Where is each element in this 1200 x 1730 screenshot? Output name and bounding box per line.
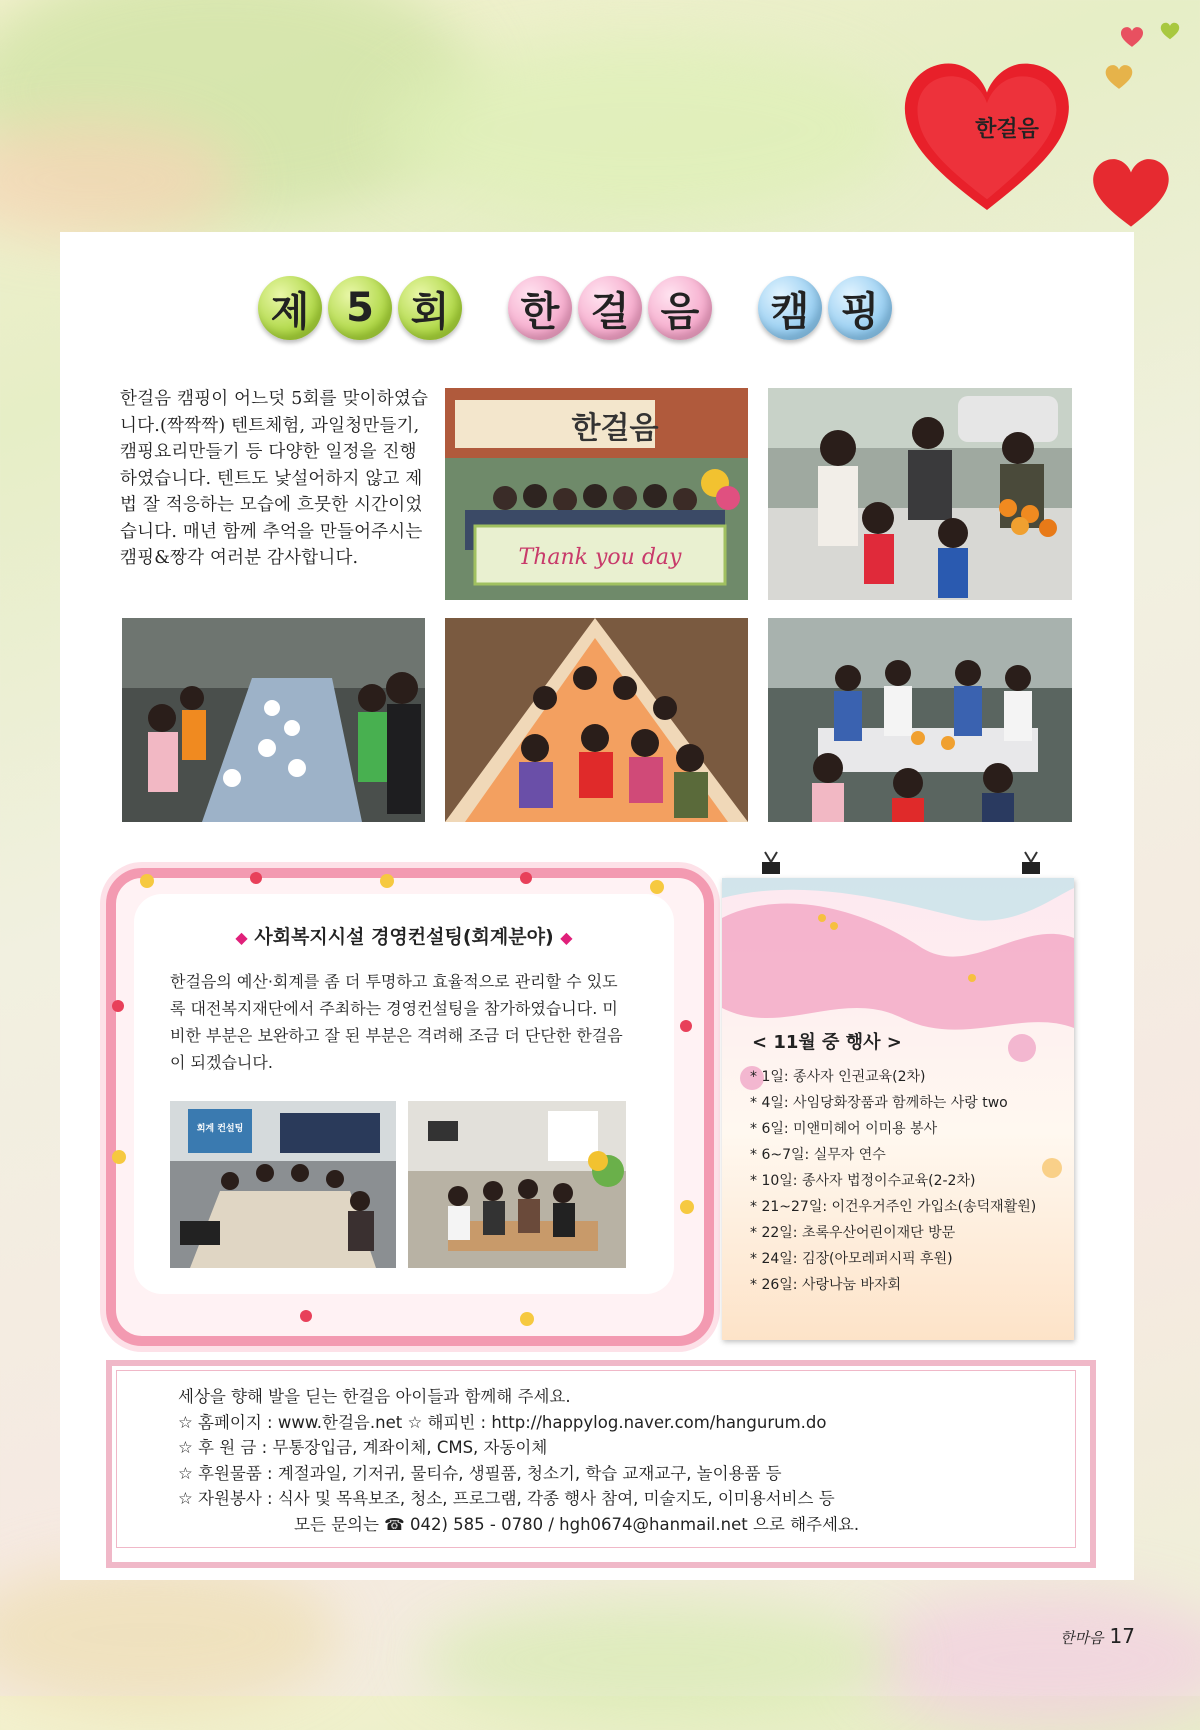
flower-icon	[250, 872, 262, 884]
page-number	[1060, 1624, 1135, 1648]
title-char: 걸	[578, 276, 642, 340]
page-label: 한마음	[1060, 1629, 1104, 1647]
event-item: * 6~7일: 실무자 연수	[750, 1142, 1036, 1168]
flower-icon	[680, 1200, 694, 1214]
banner-text: Thank you day	[518, 545, 682, 570]
event-item: * 22일: 초록우산어린이재단 방문	[750, 1220, 1036, 1246]
events-title: < 11월 중 행사 >	[752, 1032, 902, 1053]
page-title	[258, 276, 892, 340]
flower-icon	[520, 872, 532, 884]
photo-consulting-room	[170, 1101, 396, 1268]
bg-wash	[380, 40, 900, 220]
photo-meal-table	[122, 618, 425, 822]
event-item: * 6일: 미앤미헤어 이미용 봉사	[750, 1116, 1036, 1142]
diamond-icon: ◆	[235, 928, 248, 947]
flower-icon	[680, 1020, 692, 1032]
flower-icon	[650, 880, 664, 894]
title-char: 캠	[758, 276, 822, 340]
diamond-icon: ◆	[560, 928, 573, 947]
bg-wash	[860, 1590, 1200, 1730]
consulting-title	[134, 922, 674, 949]
event-item: * 24일: 김장(아모레퍼시픽 후원)	[750, 1246, 1036, 1272]
info-line: 모든 문의는 ☎ 042) 585 - 0780 / hgh0674@hanmail.net 으로 해주세요.	[294, 1514, 860, 1534]
tiny-heart-icon	[1120, 26, 1144, 48]
photo-group-banner	[445, 388, 748, 600]
photo-tent-kids	[445, 618, 748, 822]
small-heart-icon	[1090, 156, 1172, 230]
header-badge: 한걸음	[975, 117, 1039, 142]
flower-icon	[112, 1150, 126, 1164]
event-item: * 1일: 종사자 인권교육(2차)	[750, 1064, 1036, 1090]
flower-icon	[300, 1310, 312, 1322]
flower-icon	[140, 874, 154, 888]
sign-text: 한걸음	[571, 411, 659, 446]
consulting-title-text: 사회복지시설 경영컨설팅(회계분야)	[254, 926, 554, 948]
page-number-value: 17	[1109, 1624, 1135, 1648]
event-item: * 21~27일: 이건우거주인 가입소(송덕재활원)	[750, 1194, 1036, 1220]
title-char: 회	[398, 276, 462, 340]
intro-paragraph: 한걸음 캠핑이 어느덧 5회를 맞이하였습니다.(짝짝짝) 텐트체험, 과일청만들기, 캠핑요리만들기 등 다양한 일정을 진행하였습니다. 텐트도 낯설어하지 않고 제법 잘 적응하는 모습에 흐뭇한 시간이었습니다. 매년 함께 추억을 만들어주시는 캠핑&짱각 여러분 감사합니다.	[120, 389, 429, 568]
photo-fruit-activity	[768, 388, 1072, 600]
info-line: ☆ 후원물품 : 계절과일, 기저귀, 물티슈, 생필품, 청소기, 학습 교재교구, 놀이용품 등	[178, 1463, 782, 1483]
photo-consulting-meeting	[408, 1101, 626, 1268]
photo-cooking-class	[768, 618, 1072, 822]
events-list	[750, 1064, 1036, 1298]
event-item: * 26일: 사랑나눔 바자회	[750, 1272, 1036, 1298]
title-char: 제	[258, 276, 322, 340]
info-line: ☆ 자원봉사 : 식사 및 목욕보조, 청소, 프로그램, 각종 행사 참여, 미술지도, 이미용서비스 등	[178, 1489, 835, 1508]
binder-clip-icon	[760, 850, 782, 876]
title-char: 5	[328, 276, 392, 340]
flower-icon	[380, 874, 394, 888]
consulting-body: 한걸음의 예산·회계를 좀 더 투명하고 효율적으로 관리할 수 있도록 대전복지재단에서 주최하는 경영컨설팅을 참가하였습니다. 미비한 부분은 보완하고 잘 된 부분은 격려해 조금 더 단단한 한걸음이 되겠습니다.	[170, 972, 623, 1072]
consulting-banner-text: 회계 컨설팅	[196, 1124, 244, 1134]
event-item: * 10일: 종사자 법정이수교육(2-2차)	[750, 1168, 1036, 1194]
title-char: 핑	[828, 276, 892, 340]
bg-wash	[420, 1600, 900, 1720]
support-info-text	[178, 1384, 859, 1537]
binder-clip-icon	[1020, 850, 1042, 876]
tiny-heart-icon	[1104, 64, 1134, 90]
info-line: ☆ 홈페이지 : www.한걸음.net ☆ 해피빈 : http://happylog.naver.com/hangurum.do	[178, 1412, 827, 1432]
bg-wash	[0, 1560, 340, 1710]
flower-icon	[520, 1312, 534, 1326]
tiny-heart-icon	[1160, 22, 1180, 40]
title-char: 한	[508, 276, 572, 340]
info-line: 세상을 향해 발을 딛는 한걸음 아이들과 함께해 주세요.	[178, 1387, 571, 1406]
event-item: * 4일: 사임당화장품과 함께하는 사랑 two	[750, 1090, 1036, 1116]
flower-icon	[112, 1000, 124, 1012]
title-char: 음	[648, 276, 712, 340]
info-line: ☆ 후 원 금 : 무통장입금, 계좌이체, CMS, 자동이체	[178, 1438, 548, 1457]
